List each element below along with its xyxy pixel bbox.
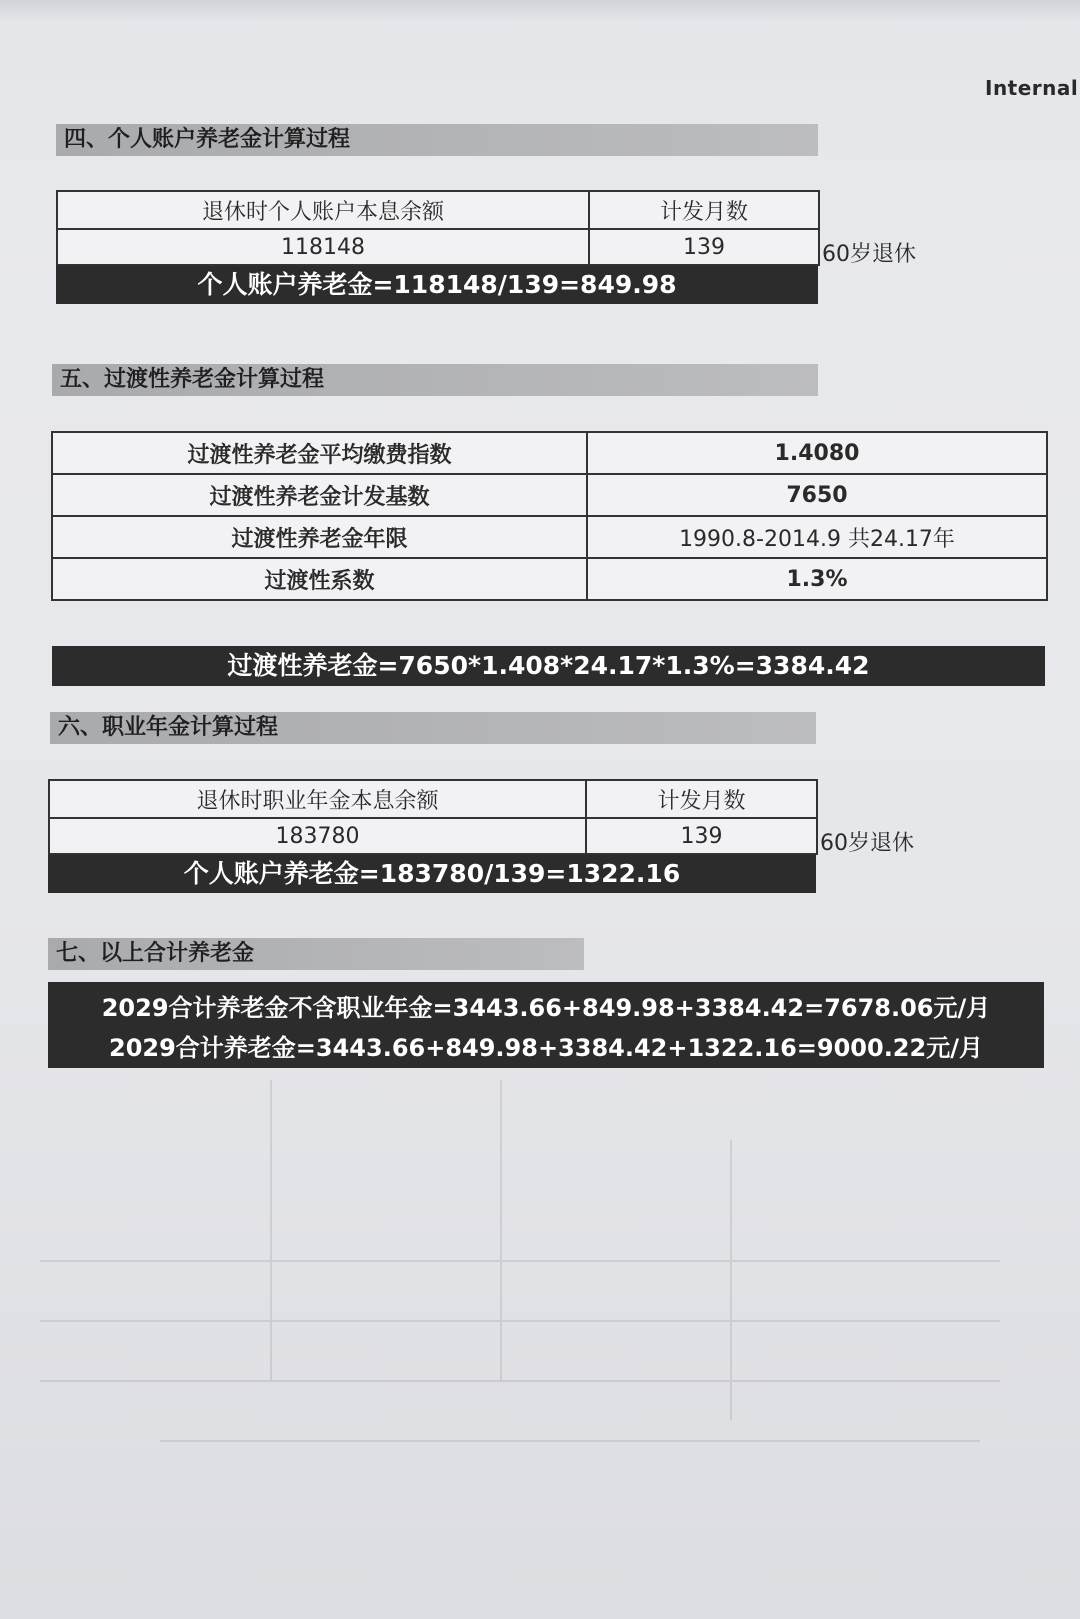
section-4-formula-bar: 个人账户养老金=118148/139=849.98: [56, 266, 818, 304]
section-6-title: 六、职业年金计算过程: [50, 712, 816, 744]
section-5-row-value: 7650: [587, 474, 1047, 516]
section-5-row-value: 1.3%: [587, 558, 1047, 600]
section-6-col2-header: 计发月数: [586, 780, 817, 818]
section-5-row-label: 过渡性养老金计发基数: [52, 474, 587, 516]
section-4-col2-header: 计发月数: [589, 191, 819, 229]
section-4-col1-value: 118148: [57, 229, 589, 265]
section-4-table: [56, 190, 820, 266]
section-4-retire-note: 60岁退休: [822, 242, 916, 267]
section-5-row-label: 过渡性系数: [52, 558, 587, 600]
section-5-table: [51, 431, 1048, 601]
section-5-formula-bar: 过渡性养老金=7650*1.408*24.17*1.3%=3384.42: [52, 646, 1045, 686]
section-4-col2-value: 139: [589, 229, 819, 265]
section-6-col2-value: 139: [586, 818, 817, 854]
section-6-col1-header: 退休时职业年金本息余额: [49, 780, 586, 818]
section-5-row-label: 过渡性养老金平均缴费指数: [52, 432, 587, 474]
total-line-excluding-occupational: 2029合计养老金不含职业年金=3443.66+849.98+3384.42=7678.06元/月: [101, 994, 991, 1022]
section-5-row-label: 过渡性养老金年限: [52, 516, 587, 558]
section-7-total-box: [48, 982, 1044, 1068]
total-line-including-occupational: 2029合计养老金=3443.66+849.98+3384.42+1322.16=9000.22元/月: [109, 1034, 983, 1062]
section-4-title: 四、个人账户养老金计算过程: [56, 124, 818, 156]
section-4-col1-header: 退休时个人账户本息余额: [57, 191, 589, 229]
section-6-col1-value: 183780: [49, 818, 586, 854]
internal-label: Internal: [985, 76, 1079, 100]
bleed-through-background: [40, 1080, 1040, 1600]
section-6-formula-bar: 个人账户养老金=183780/139=1322.16: [48, 855, 816, 893]
section-5-row-value: 1990.8-2014.9 共24.17年: [587, 516, 1047, 558]
section-6-retire-note: 60岁退休: [820, 831, 914, 856]
section-6-table: [48, 779, 818, 855]
section-7-title: 七、以上合计养老金: [48, 938, 584, 970]
section-5-row-value: 1.4080: [587, 432, 1047, 474]
section-5-title: 五、过渡性养老金计算过程: [52, 364, 818, 396]
